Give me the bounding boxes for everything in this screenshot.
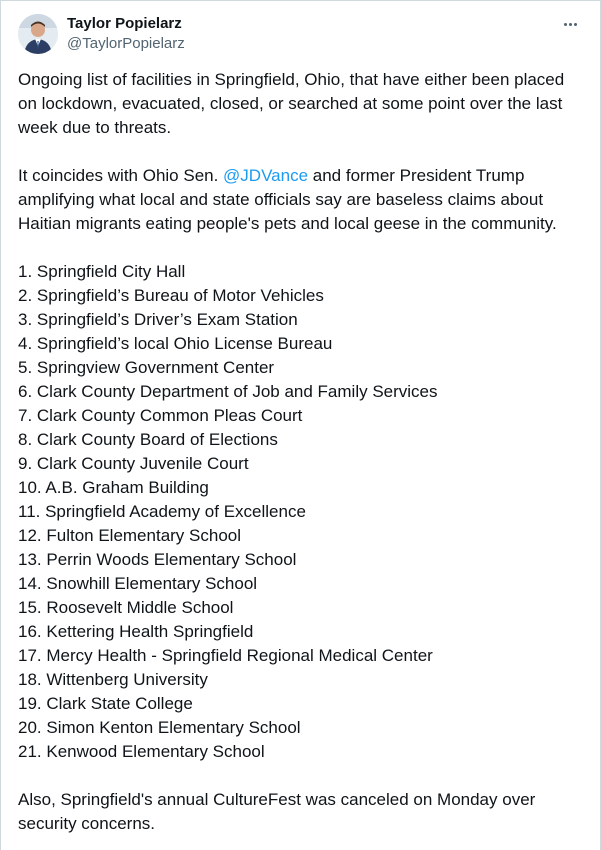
facility-list <box>18 260 586 764</box>
list-item: 15. Roosevelt Middle School <box>18 598 234 617</box>
list-item: 18. Wittenberg University <box>18 670 208 689</box>
list-item: 10. A.B. Graham Building <box>18 478 209 497</box>
list-item: 2. Springfield’s Bureau of Motor Vehicles <box>18 286 324 305</box>
author-handle[interactable]: @TaylorPopielarz <box>67 35 185 52</box>
mention-link[interactable]: @JDVance <box>223 166 309 185</box>
list-item: 14. Snowhill Elementary School <box>18 574 258 593</box>
avatar-photo-icon <box>18 14 58 54</box>
list-item: 16. Kettering Health Springfield <box>18 622 254 641</box>
list-item: 12. Fulton Elementary School <box>18 526 242 545</box>
more-horizontal-icon <box>564 23 567 26</box>
list-item: 7. Clark County Common Pleas Court <box>18 406 303 425</box>
tweet-text <box>18 68 586 850</box>
list-item: 8. Clark County Board of Elections <box>18 430 278 449</box>
list-item: 5. Springview Government Center <box>18 358 275 377</box>
list-item: 17. Mercy Health - Springfield Regional Medical Center <box>18 646 433 665</box>
list-item: 6. Clark County Department of Job and Family Services <box>18 382 438 401</box>
list-item: 19. Clark State College <box>18 694 193 713</box>
tweet-paragraph-3: Also, Springfield's annual CultureFest was canceled on Monday over security concerns. <box>18 790 536 833</box>
list-item: 13. Perrin Woods Elementary School <box>18 550 297 569</box>
more-dot <box>574 23 577 26</box>
tweet-paragraph-2 <box>18 164 586 236</box>
list-item: 1. Springfield City Hall <box>18 262 186 281</box>
tweet-paragraph-1: Ongoing list of facilities in Springfield, Ohio, that have either been placed on lockdown, evacuated, closed, or searched at some point over the last week due to threats. <box>18 70 565 137</box>
paragraph-2-after: and former President Trump amplifying what local and state officials say are baseless claims about Haitian migrants eating people's pets and local geese in the community. <box>18 166 557 233</box>
tweet-header <box>18 14 584 58</box>
more-options-button[interactable] <box>560 14 580 34</box>
more-dot <box>569 23 572 26</box>
list-item: 9. Clark County Juvenile Court <box>18 454 249 473</box>
author-display-name[interactable]: Taylor Popielarz <box>67 15 182 32</box>
list-item: 20. Simon Kenton Elementary School <box>18 718 301 737</box>
author-info <box>67 14 185 54</box>
list-item: 11. Springfield Academy of Excellence <box>18 502 306 521</box>
list-item: 4. Springfield’s local Ohio License Bureau <box>18 334 333 353</box>
avatar[interactable] <box>18 14 58 54</box>
list-item: 3. Springfield’s Driver’s Exam Station <box>18 310 298 329</box>
list-item: 21. Kenwood Elementary School <box>18 742 265 761</box>
paragraph-2-before: It coincides with Ohio Sen. <box>18 166 224 185</box>
